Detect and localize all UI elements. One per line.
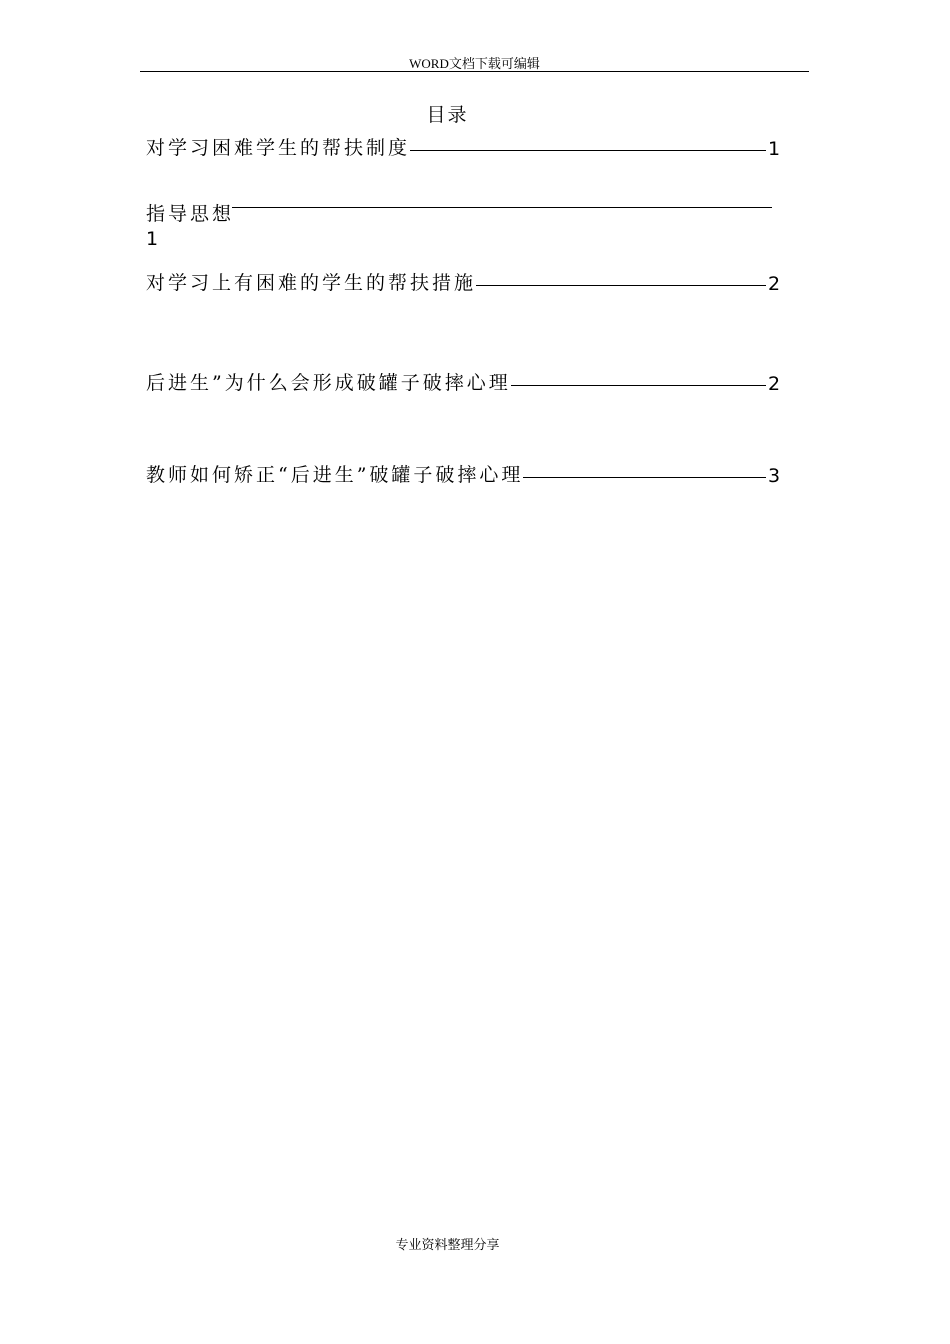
page-header: WORD文档下载可编辑 — [409, 56, 540, 71]
toc-entry-label: 指导思想 — [146, 203, 235, 225]
toc-leader — [476, 285, 766, 286]
toc-leader — [410, 150, 766, 151]
page-footer: 专业资料整理分享 — [395, 1238, 500, 1253]
toc-entry-page: 1 — [146, 228, 159, 250]
toc-entry-label: 对学习困难学生的帮扶制度 — [146, 137, 411, 159]
toc-leader — [511, 385, 766, 386]
header-rule — [140, 71, 809, 72]
toc-title: 目录 — [426, 104, 469, 126]
toc-entry[interactable] — [146, 460, 780, 487]
toc-entry-page: 2 — [768, 373, 781, 395]
toc-entry-page: 3 — [768, 465, 781, 487]
toc-entry[interactable] — [146, 199, 234, 226]
toc-leader — [232, 207, 772, 208]
toc-entry-page: 1 — [768, 138, 781, 160]
toc-entry-label: 教师如何矫正“后进生”破罐子破摔心理 — [146, 464, 524, 486]
toc-leader — [523, 477, 766, 478]
toc-entry-label: 对学习上有困难的学生的帮扶措施 — [146, 272, 477, 294]
toc-entry-label: 后进生”为什么会形成破罐子破摔心理 — [146, 372, 511, 394]
toc-entry-page: 2 — [768, 273, 781, 295]
toc-entry[interactable] — [146, 133, 780, 160]
toc-entry[interactable] — [146, 368, 780, 395]
toc-entry[interactable] — [146, 268, 780, 295]
